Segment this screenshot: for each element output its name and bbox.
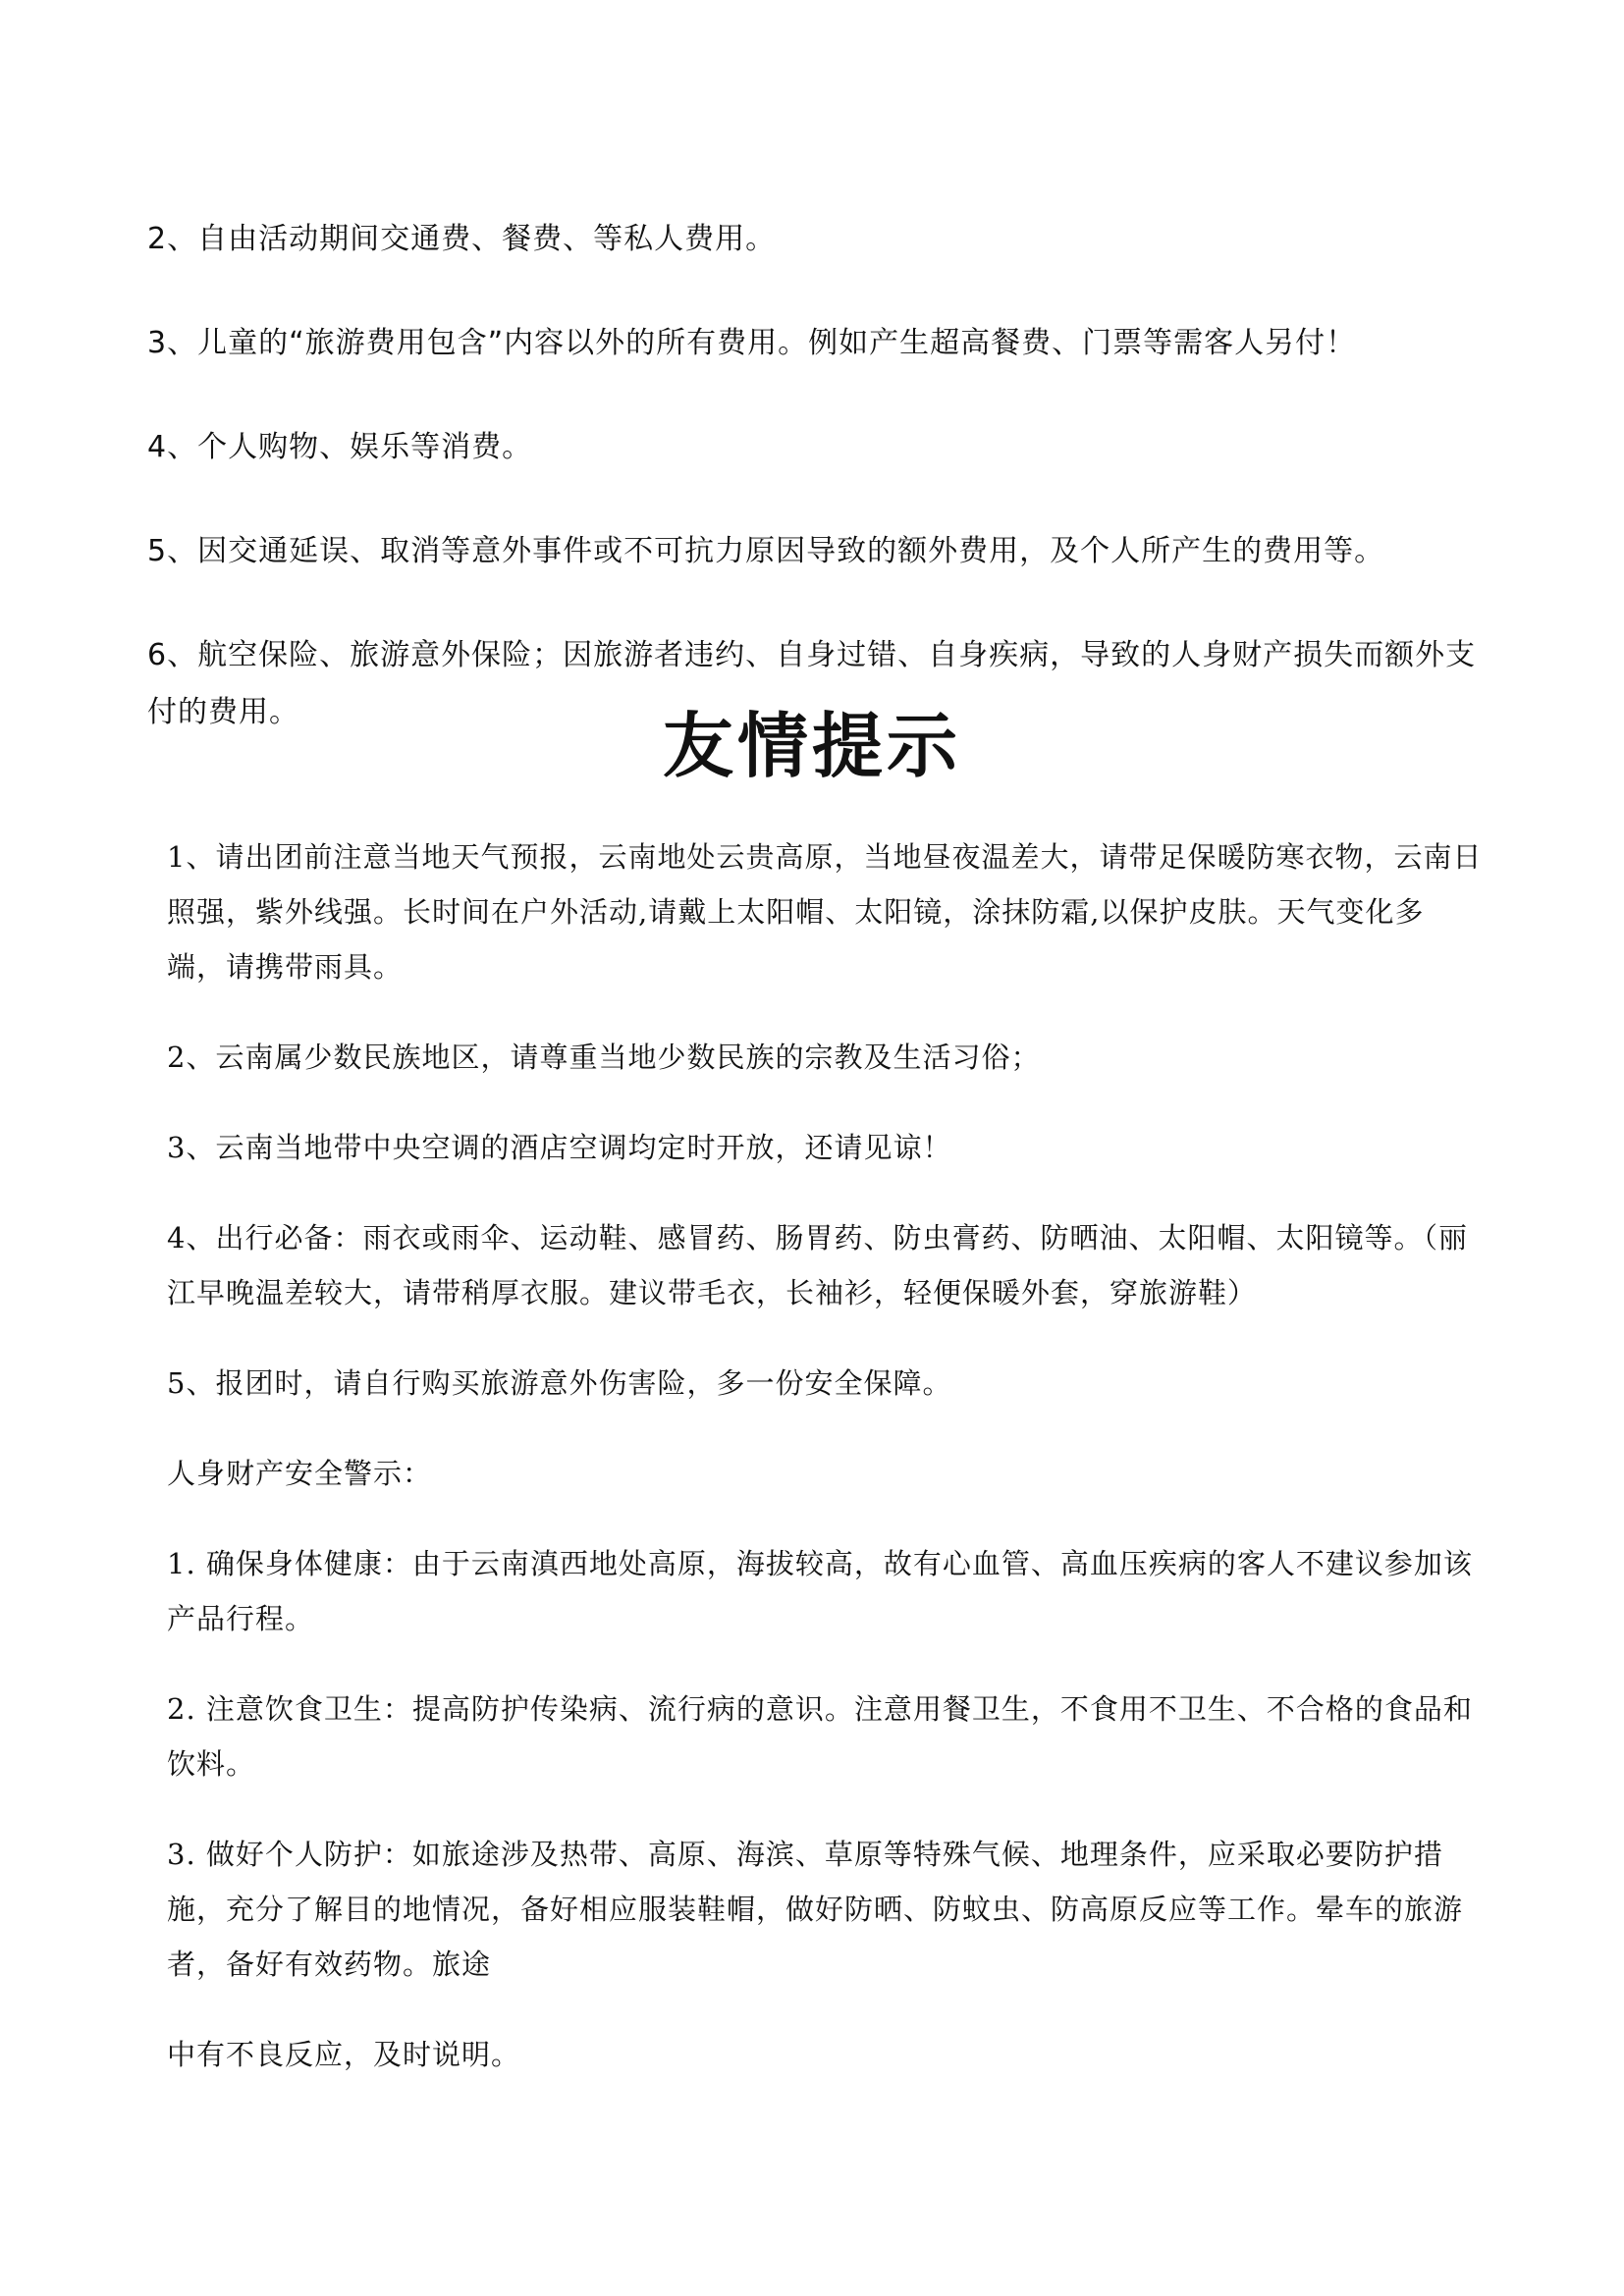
exclusion-item-4: 4、个人购物、娱乐等消费。 <box>147 430 533 464</box>
friendly-tips-list <box>167 829 1483 2117</box>
closing-line: 中有不良反应，及时说明。 <box>167 2038 521 2071</box>
tip-item-3: 3、云南当地带中央空调的酒店空调均定时开放，还请见谅！ <box>167 1131 952 1164</box>
tip-item-5: 5、报团时，请自行购买旅游意外伤害险，多一份安全保障。 <box>167 1366 952 1400</box>
exclusion-item-6: 6、航空保险、旅游意外保险；因旅游者违约、自身过错、自身疾病，导致的人身财产损失而额外支付的费用。 <box>147 638 1477 729</box>
safety-heading: 人身财产安全警示： <box>167 1457 433 1490</box>
tip-item-2: 2、云南属少数民族地区，请尊重当地少数民族的宗教及生活习俗； <box>167 1041 1041 1074</box>
tip-item-4: 4、出行必备：雨衣或雨伞、运动鞋、感冒药、肠胃药、防虫膏药、防晒油、太阳帽、太阳镜等。（丽江早晚温差较大，请带稍厚衣服。建议带毛衣，长袖衫，轻便保暖外套，穿旅游鞋） <box>167 1221 1468 1309</box>
exclusion-item-3: 3、儿童的“旅游费用包含”内容以外的所有费用。例如产生超高餐费、门票等需客人另付！ <box>147 326 1357 360</box>
exclusion-item-2: 2、自由活动期间交通费、餐费、等私人费用。 <box>147 222 777 256</box>
tip-item-1: 1、请出团前注意当地天气预报，云南地处云贵高原，当地昼夜温差大，请带足保暖防寒衣物，云南日照强，紫外线强。长时间在户外活动,请戴上太阳帽、太阳镜，涂抹防霜,以保护皮肤。天气变化多端，请携带雨具。 <box>167 840 1483 984</box>
safety-item-1: 1. 确保身体健康：由于云南滇西地处高原，海拔较高，故有心血管、高血压疾病的客人不建议参加该产品行程。 <box>167 1547 1473 1635</box>
exclusion-item-5: 5、因交通延误、取消等意外事件或不可抗力原因导致的额外费用，及个人所产生的费用等。 <box>147 534 1385 568</box>
safety-item-3: 3. 做好个人防护：如旅途涉及热带、高原、海滨、草原等特殊气候、地理条件，应采取必要防护措施，充分了解目的地情况，备好相应服装鞋帽，做好防晒、防蚊虫、防高原反应等工作。晕车的旅游者，备好有效药物。旅途 <box>167 1838 1464 1981</box>
safety-item-2: 2. 注意饮食卫生：提高防护传染病、流行病的意识。注意用餐卫生，不食用不卫生、不合格的食品和饮料。 <box>167 1692 1473 1781</box>
section-title: 友情提示 <box>662 705 961 787</box>
